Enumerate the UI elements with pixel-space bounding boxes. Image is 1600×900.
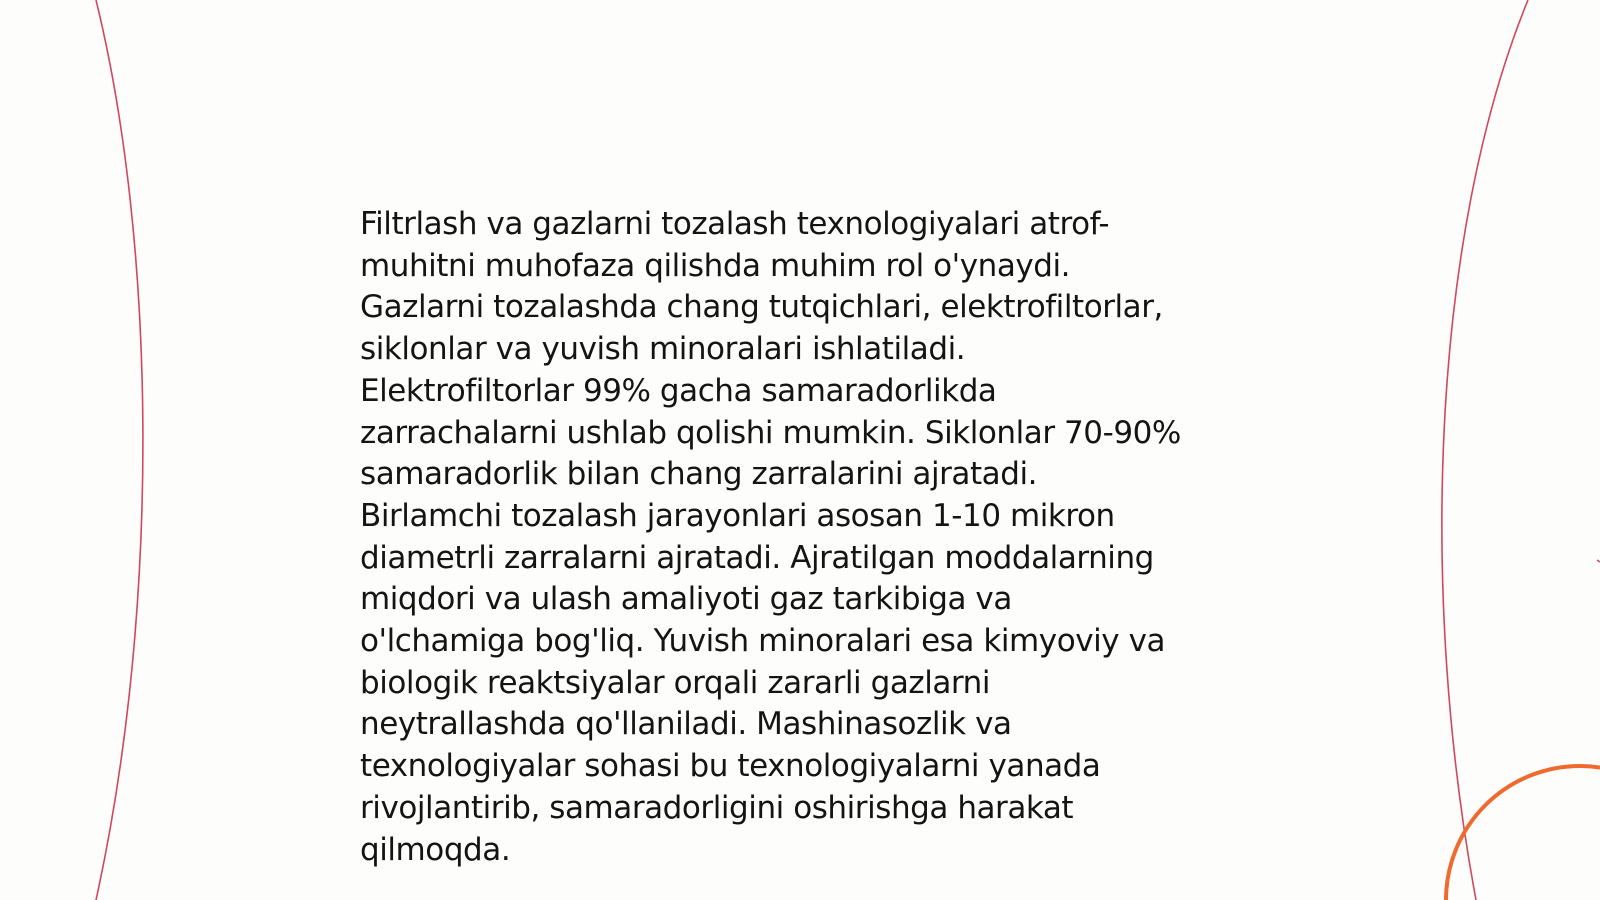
text-line: biologik reaktsiyalar orqali zararli gazlarni	[360, 664, 991, 701]
text-line: rivojlantirib, samaradorligini oshirishga harakat	[360, 789, 1074, 826]
orange-circle	[1446, 766, 1600, 900]
text-line: Elektrofiltorlar 99% gacha samaradorlikda	[360, 372, 997, 409]
text-line: miqdori va ulash amaliyoti gaz tarkibiga va	[360, 581, 1012, 618]
text-line: siklonlar va yuvish minoralari ishlatiladi.	[360, 331, 966, 368]
text-line: Gazlarni tozalashda chang tutqichlari, elektrofiltorlar,	[360, 289, 1163, 326]
text-line: diametrli zarralarni ajratadi. Ajratilgan moddalarning	[360, 539, 1154, 576]
left-arc	[96, 0, 143, 900]
text-line: samaradorlik bilan chang zarralarini ajratadi.	[360, 456, 1038, 493]
body-paragraph	[360, 204, 1260, 871]
text-line: muhitni muhofaza qilishda muhim rol o'ynaydi.	[360, 247, 1071, 284]
text-line: zarrachalarni ushlab qolishi mumkin. Siklonlar 70-90%	[360, 414, 1181, 451]
text-line: texnologiyalar sohasi bu texnologiyalarni yanada	[360, 748, 1101, 785]
text-line: neytrallashda qo'llaniladi. Mashinasozlik va	[360, 706, 1012, 743]
text-line: Filtrlash va gazlarni tozalash texnologiyalari atrof-	[360, 206, 1110, 242]
text-line: o'lchamiga bog'liq. Yuvish minoralari esa kimyoviy va	[360, 623, 1166, 660]
text-line: qilmoqda.	[360, 831, 511, 868]
right-arc	[1442, 0, 1528, 900]
text-line: Birlamchi tozalash jarayonlari asosan 1-10 mikron	[360, 497, 1115, 534]
